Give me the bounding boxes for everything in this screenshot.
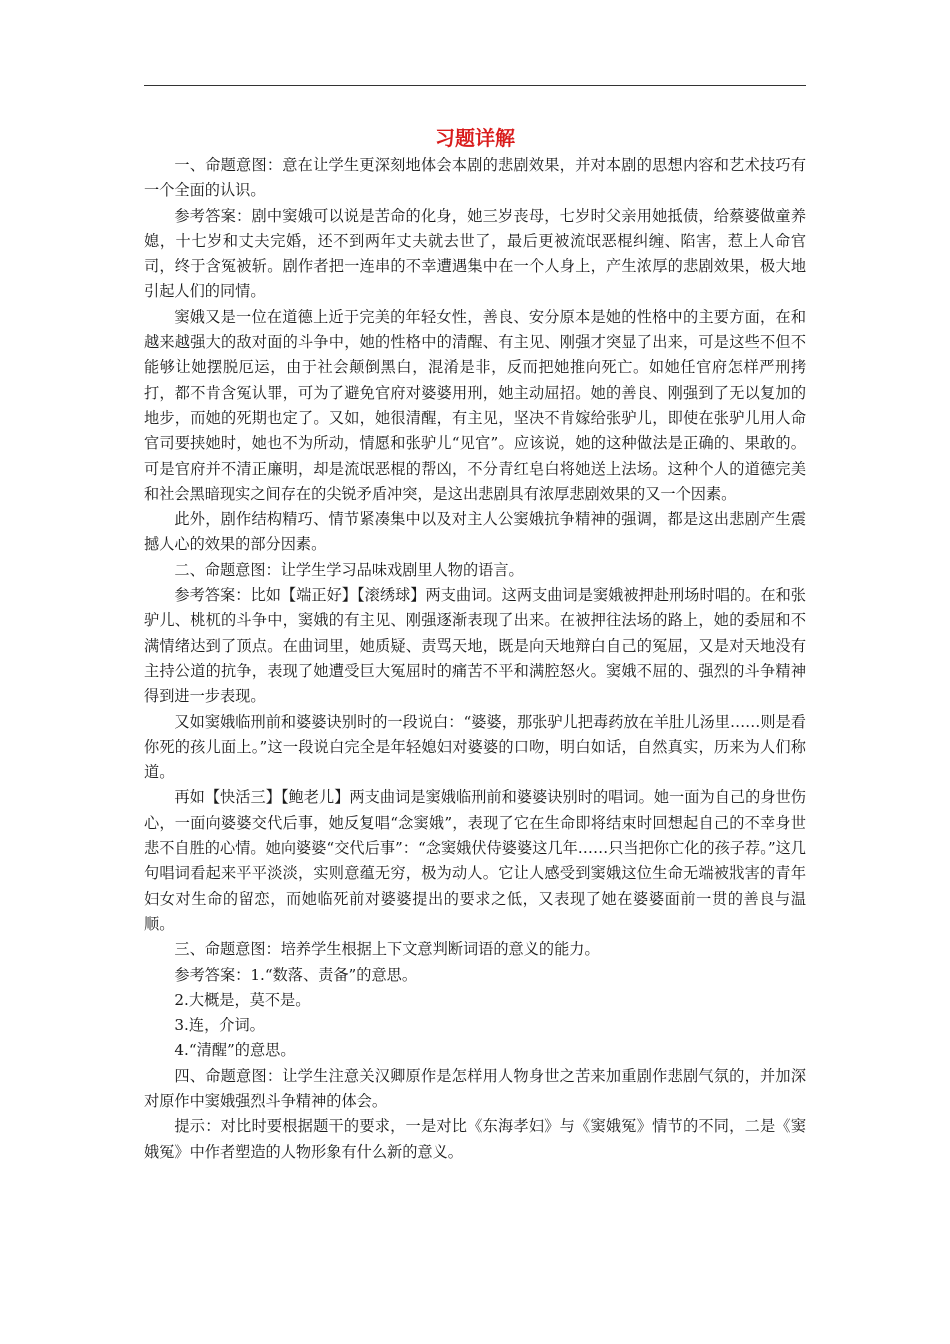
paragraph-14: 四、命题意图：让学生注意关汉卿原作是怎样用人物身世之苦来加重剧作悲剧气氛的，并加深对原作中窦娥强烈斗争精神的体会。 (144, 1066, 806, 1110)
paragraph-4: 此外，剧作结构精巧、情节紧凑集中以及对主人公窦娥抗争精神的强调，都是这出悲剧产生震撼人心的效果的部分因素。 (144, 510, 806, 554)
paragraph-5: 二、命题意图：让学生学习品味戏剧里人物的语言。 (174, 560, 524, 579)
paragraph-15: 提示：对比时要根据题干的要求，一是对比《东海孝妇》与《窦娥冤》情节的不同，二是《窦娥冤》中作者塑造的人物形象有什么新的意义。 (144, 1117, 806, 1161)
paragraph-9: 三、命题意图：培养学生根据上下文意判断词语的意义的能力。 (174, 940, 600, 959)
page-title: 习题详解 (435, 126, 515, 150)
header-rule (144, 85, 806, 86)
paragraph-7: 又如窦娥临刑前和婆婆诀别时的一段说白：“婆婆，那张驴儿把毒药放在羊肚儿汤里……则是看你死的孩儿面上。”这一段说白完全是年轻媳妇对婆婆的口吻，明白如话，自然真实，历来为人们称道。 (144, 712, 806, 782)
paragraph-3: 窦娥又是一位在道德上近于完美的年轻女性，善良、安分原本是她的性格中的主要方面，在和越来越强大的敌对面的斗争中，她的性格中的清醒、有主见、刚强才突显了出来，可是这些不但不能够让她摆脱厄运，由于社会颠倒黑白，混淆是非，反而把她推向死亡。如她任官府怎样严刑拷打，都不肯含冤认罪，可为了避免官府对婆婆用刑，她主动屈招。她的善良、刚强到了无以复加的地步，而她的死期也定了。又如，她很清醒，有主见，坚决不肯嫁给张驴儿，即使在张驴儿用人命官司要挟她时，她也不为所动，情愿和张驴儿“见官”。应该说，她的这种做法是正确的、果敢的。可是官府并不清正廉明，却是流氓恶棍的帮凶，不分青红皂白将她送上法场。这种个人的道德完美和社会黑暗现实之间存在的尖锐矛盾冲突，是这出悲剧具有浓厚悲剧效果的又一个因素。 (144, 307, 806, 503)
paragraph-6: 参考答案：比如【端正好】【滚绣球】两支曲词。这两支曲词是窦娥被押赴刑场时唱的。在和张驴儿、桃杌的斗争中，窦娥的有主见、刚强逐渐表现了出来。在被押往法场的路上，她的委屈和不满情绪达到了顶点。在曲词里，她质疑、责骂天地，既是向天地辩白自己的冤屈，又是对天地没有主持公道的抗争，表现了她遭受巨大冤屈时的痛苦不平和满腔怒火。窦娥不屈的、强烈的斗争精神得到进一步表现。 (144, 586, 806, 706)
paragraph-2: 参考答案：剧中窦娥可以说是苦命的化身，她三岁丧母，七岁时父亲用她抵债，给蔡婆做童养媳，十七岁和丈夫完婚，还不到两年丈夫就去世了，最后更被流氓恶棍纠缠、陷害，惹上人命官司，终于含冤被斩。剧作者把一连串的不幸遭遇集中在一个人身上，产生浓厚的悲剧效果，极大地引起人们的同情。 (144, 206, 806, 301)
paragraph-8: 再如【快活三】【鲍老儿】两支曲词是窦娥临刑前和婆婆诀别时的唱词。她一面为自己的身世伤心，一面向婆婆交代后事，她反复唱“念窦娥”，表现了它在生命即将结束时回想起自己的不幸身世悲不自胜的心情。她向婆婆“交代后事”：“念窦娥伏侍婆婆这几年……只当把你亡化的孩子荐。”这几句唱词看起来平平淡淡，实则意蕴无穷，极为动人。它让人感受到窦娥这位生命无端被戕害的青年妇女对生命的留恋，而她临死前对婆婆提出的要求之低，又表现了她在婆婆面前一贯的善良与温顺。 (144, 788, 806, 933)
paragraph-12: 3.连，介词。 (174, 1016, 265, 1035)
answer-body (144, 153, 806, 1165)
paragraph-13: 4.“清醒”的意思。 (174, 1041, 296, 1060)
paragraph-11: 2.大概是，莫不是。 (174, 990, 311, 1009)
paragraph-10: 参考答案：1.“数落、责备”的意思。 (174, 965, 418, 984)
paragraph-1: 一、命题意图：意在让学生更深刻地体会本剧的悲剧效果，并对本剧的思想内容和艺术技巧有一个全面的认识。 (144, 156, 806, 200)
